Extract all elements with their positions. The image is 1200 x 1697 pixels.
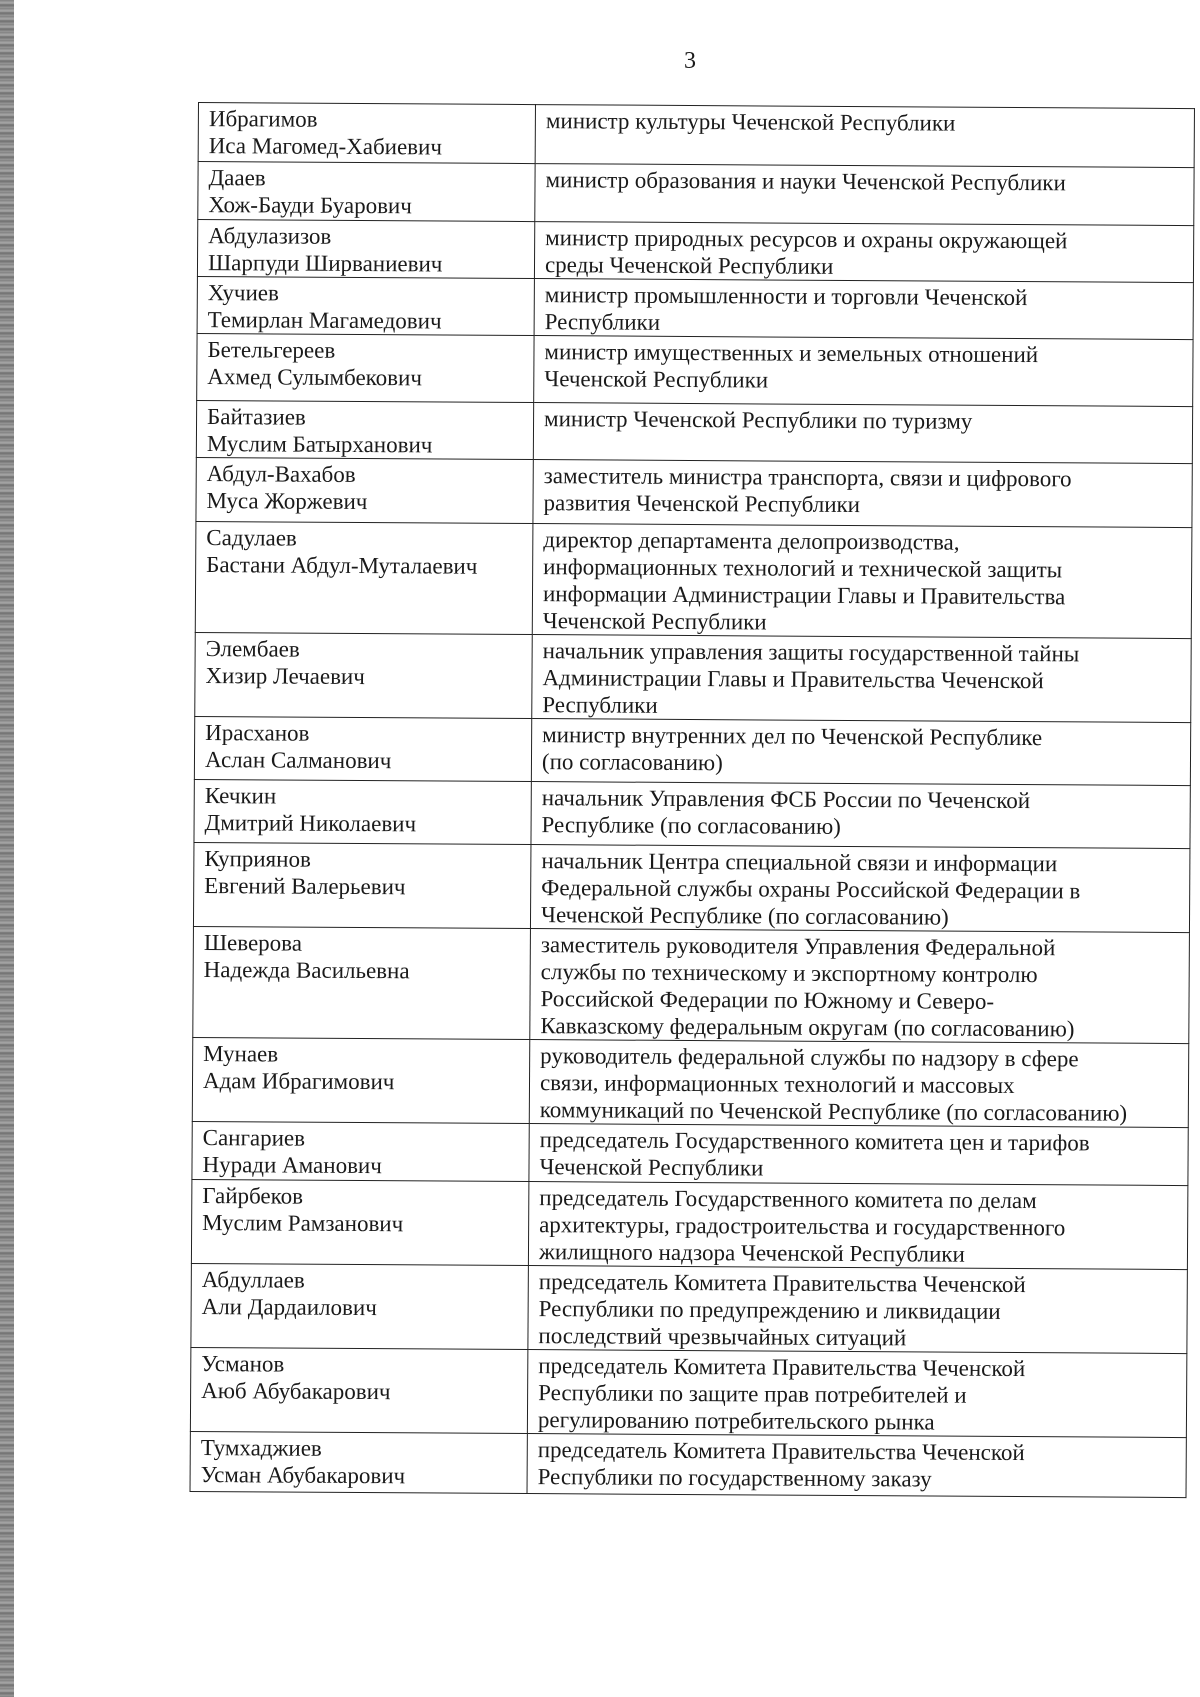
roster-table bbox=[190, 102, 1195, 1498]
position-line: Чеченской Республики bbox=[542, 608, 767, 635]
position-cell bbox=[535, 105, 1194, 168]
table-row bbox=[192, 1121, 1188, 1185]
name-cell bbox=[190, 1431, 527, 1493]
surname: Ирасханов bbox=[205, 720, 310, 746]
name-cell bbox=[198, 162, 535, 222]
table-row bbox=[196, 457, 1192, 527]
name-cell bbox=[197, 333, 534, 402]
position-line: Республики bbox=[542, 692, 658, 718]
position-line: коммуникаций по Чеченской Республике (по согласованию) bbox=[539, 1097, 1128, 1126]
surname: Ибрагимов bbox=[208, 106, 318, 132]
given-names: Надежда Васильевна bbox=[203, 957, 410, 984]
name-cell bbox=[193, 842, 531, 928]
table-row bbox=[190, 1347, 1186, 1437]
name-cell bbox=[197, 220, 534, 279]
table-row bbox=[198, 103, 1194, 168]
position-line: Чеченской Республики bbox=[544, 366, 769, 393]
position-line: председатель Государственного комитета по делам bbox=[539, 1185, 1037, 1214]
position-line: министр культуры Чеченской Республики bbox=[545, 108, 956, 136]
surname: Хучиев bbox=[207, 280, 279, 306]
position-line: руководитель федеральной службы по надзору в сфере bbox=[540, 1043, 1079, 1072]
given-names: Хизир Лечаевич bbox=[205, 663, 365, 690]
given-names: Аслан Салманович bbox=[204, 747, 392, 774]
position-line: архитектуры, градостроительства и государственного bbox=[539, 1212, 1066, 1241]
position-cell bbox=[534, 222, 1193, 283]
name-cell bbox=[191, 1179, 529, 1265]
name-cell bbox=[195, 632, 533, 718]
given-names: Муслим Рамзанович bbox=[202, 1210, 404, 1237]
page-number: 3 bbox=[684, 48, 696, 74]
position-line: связи, информационных технологий и массовых bbox=[539, 1070, 1015, 1099]
position-cell bbox=[530, 845, 1190, 933]
table-row bbox=[197, 220, 1193, 283]
name-cell bbox=[195, 521, 533, 634]
name-cell bbox=[192, 1037, 530, 1123]
position-line: начальник управления защиты государственной тайны bbox=[542, 638, 1080, 667]
given-names: Хож-Бауди Буарович bbox=[208, 192, 412, 219]
position-cell bbox=[528, 1182, 1188, 1270]
given-names: Шарпуди Ширваниевич bbox=[207, 250, 443, 277]
surname: Абдул-Вахабов bbox=[206, 461, 356, 487]
position-line: Республики по предупреждению и ликвидации bbox=[538, 1296, 1001, 1324]
position-line: начальник Управления ФСБ России по Чеченской bbox=[541, 785, 1031, 814]
surname: Усманов bbox=[201, 1351, 285, 1377]
name-cell bbox=[190, 1347, 528, 1433]
surname: Абдулазизов bbox=[208, 223, 332, 249]
position-line: министр имущественных и земельных отношений bbox=[544, 339, 1039, 368]
position-line: министр природных ресурсов и охраны окружающей bbox=[545, 225, 1068, 254]
surname: Абдуллаев bbox=[201, 1267, 305, 1293]
position-cell bbox=[528, 1266, 1188, 1354]
table-row bbox=[193, 926, 1190, 1043]
name-cell bbox=[197, 276, 534, 335]
given-names: Евгений Валерьевич bbox=[204, 873, 406, 900]
table-row bbox=[195, 521, 1192, 638]
name-cell bbox=[194, 716, 531, 781]
table-row bbox=[196, 400, 1192, 463]
surname: Куприянов bbox=[204, 846, 311, 872]
position-line: Республики по защите прав потребителей и bbox=[538, 1380, 967, 1408]
position-cell bbox=[535, 164, 1194, 226]
given-names: Нуради Аманович bbox=[202, 1152, 382, 1179]
name-cell bbox=[194, 779, 531, 844]
name-cell bbox=[198, 103, 535, 164]
surname: Мунаев bbox=[203, 1041, 279, 1067]
surname: Байтазиев bbox=[207, 404, 306, 430]
position-line: Республики по государственному заказу bbox=[537, 1464, 932, 1492]
position-line: министр Чеченской Республики по туризму bbox=[543, 406, 973, 434]
position-line: начальник Центра специальной связи и информации bbox=[541, 848, 1058, 877]
position-line: директор департамента делопроизводства, bbox=[543, 527, 960, 555]
given-names: Ахмед Сулымбекович bbox=[207, 364, 423, 391]
position-cell bbox=[529, 1040, 1189, 1128]
given-names: Иса Магомед-Хабиевич bbox=[208, 133, 443, 160]
scan-edge bbox=[0, 0, 14, 1697]
table-row bbox=[192, 1037, 1188, 1127]
position-line: последствий чрезвычайных ситуаций bbox=[538, 1323, 907, 1351]
position-line: министр образования и науки Чеченской Республики bbox=[545, 167, 1066, 196]
position-line: председатель Комитета Правительства Чеченской bbox=[537, 1437, 1025, 1466]
surname: Шеверова bbox=[203, 930, 303, 956]
table-row bbox=[191, 1263, 1187, 1353]
surname: Бетельгереев bbox=[207, 337, 336, 363]
position-line: информации Администрации Главы и Правительства bbox=[542, 581, 1066, 610]
surname: Гайрбеков bbox=[202, 1183, 304, 1209]
position-cell bbox=[533, 403, 1192, 464]
position-line: министр промышленности и торговли Чеченской bbox=[544, 282, 1028, 311]
position-cell bbox=[533, 460, 1192, 528]
position-cell bbox=[531, 719, 1190, 786]
position-line: службы по техническому и экспортному контролю bbox=[540, 959, 1038, 988]
position-cell bbox=[532, 524, 1192, 639]
table-row bbox=[194, 716, 1190, 785]
position-line: Республике (по согласованию) bbox=[541, 812, 841, 839]
name-cell bbox=[192, 1121, 529, 1181]
position-cell bbox=[531, 782, 1190, 849]
position-line: Российской Федерации по Южному и Северо- bbox=[540, 986, 995, 1014]
surname: Дааев bbox=[208, 165, 266, 191]
table-row bbox=[193, 842, 1189, 932]
position-line: (по согласованию) bbox=[541, 749, 723, 776]
given-names: Муса Жоржевич bbox=[206, 488, 368, 515]
position-cell bbox=[534, 336, 1193, 407]
position-cell bbox=[529, 1124, 1188, 1186]
table-row bbox=[195, 632, 1191, 722]
position-line: председатель Государственного комитета цен и тарифов bbox=[539, 1127, 1090, 1156]
position-line: председатель Комитета Правительства Чеченской bbox=[538, 1353, 1026, 1382]
position-line: Кавказскому федеральным округам (по согласованию) bbox=[540, 1013, 1075, 1042]
position-line: среды Чеченской Республики bbox=[544, 252, 834, 279]
given-names: Темирлан Магамедович bbox=[207, 307, 442, 334]
position-line: заместитель министра транспорта, связи и цифрового bbox=[543, 463, 1072, 492]
position-line: Чеченской Республики bbox=[539, 1154, 764, 1181]
surname: Тумхаджиев bbox=[200, 1435, 322, 1461]
position-line: Республики bbox=[544, 309, 661, 335]
given-names: Дмитрий Николаевич bbox=[204, 810, 417, 837]
position-cell bbox=[534, 279, 1193, 340]
position-line: информационных технологий и технической защиты bbox=[543, 554, 1063, 583]
given-names: Усман Абубакарович bbox=[200, 1462, 406, 1489]
position-cell bbox=[530, 929, 1190, 1044]
position-line: Федеральной службы охраны Российской Федерации в bbox=[541, 875, 1081, 904]
surname: Сангариев bbox=[202, 1125, 306, 1151]
roster-body bbox=[190, 103, 1194, 1498]
name-cell bbox=[196, 400, 533, 459]
given-names: Али Дардаилович bbox=[201, 1294, 377, 1321]
table-row bbox=[190, 1431, 1186, 1497]
position-cell bbox=[527, 1350, 1187, 1438]
position-line: министр внутренних дел по Чеченской Республике bbox=[542, 722, 1043, 751]
position-line: Чеченской Республике (по согласованию) bbox=[540, 902, 949, 930]
given-names: Бастани Абдул-Муталаевич bbox=[206, 552, 478, 579]
table-row bbox=[197, 333, 1193, 406]
given-names: Муслим Батырханович bbox=[206, 431, 433, 458]
name-cell bbox=[191, 1263, 529, 1349]
table-row bbox=[198, 162, 1194, 226]
position-line: развития Чеченской Республики bbox=[543, 490, 861, 518]
table-row bbox=[191, 1179, 1187, 1269]
position-line: заместитель руководителя Управления Федеральной bbox=[540, 932, 1056, 961]
surname: Кечкин bbox=[204, 783, 277, 809]
position-line: жилищного надзора Чеченской Республики bbox=[538, 1239, 965, 1267]
name-cell bbox=[196, 457, 533, 523]
position-line: Администрации Главы и Правительства Чеченской bbox=[542, 665, 1044, 694]
position-line: регулированию потребительского рынка bbox=[537, 1407, 935, 1435]
name-cell bbox=[193, 926, 531, 1039]
position-line: председатель Комитета Правительства Чеченской bbox=[538, 1269, 1026, 1298]
table-row bbox=[197, 276, 1193, 339]
surname: Элембаев bbox=[205, 636, 300, 662]
table-row bbox=[194, 779, 1190, 848]
given-names: Адам Ибрагимович bbox=[202, 1068, 395, 1095]
position-cell bbox=[532, 635, 1192, 723]
position-cell bbox=[527, 1434, 1186, 1498]
given-names: Аюб Абубакарович bbox=[201, 1378, 391, 1405]
surname: Садулаев bbox=[206, 525, 297, 551]
